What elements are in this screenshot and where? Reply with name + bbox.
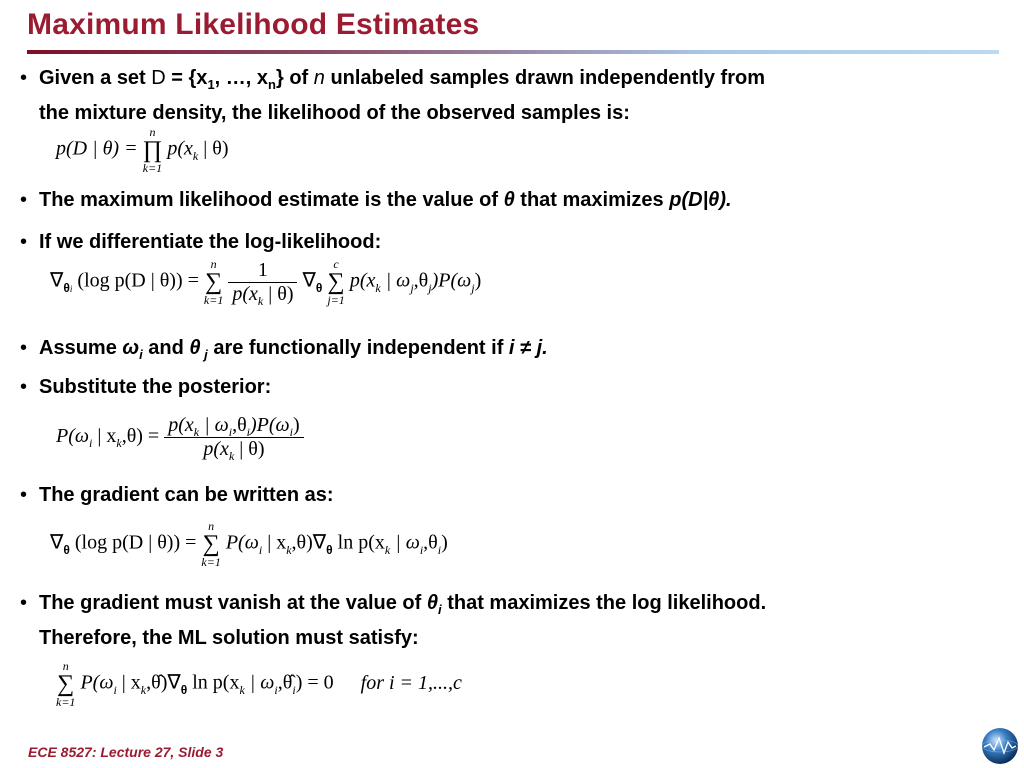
slide-footer: ECE 8527: Lecture 27, Slide 3 xyxy=(28,744,224,760)
equation-posterior: $P(\omega_i$ | $x_k,\theta$) = $\frac{p(x_k | \omega_i,\theta_i)P(\omega_i)}{p(x_k | \theta)}$ xyxy=(56,414,304,461)
bullet-marker: • xyxy=(20,484,28,506)
bullet-marker: • xyxy=(20,337,28,359)
equation-likelihood: p(D | θ) = n ∏ k=1 $p(x_k$ | θ) xyxy=(56,125,229,175)
globe-icon xyxy=(980,726,1020,766)
page-title: Maximum Likelihood Estimates xyxy=(27,8,480,41)
bullet-marker: • xyxy=(20,231,28,253)
bullet-marker: • xyxy=(20,592,28,614)
bullet-marker: • xyxy=(20,67,28,89)
equation-gradient: $\nabla_\theta$ (log p(D | θ)) = n ∑ k=1 $P(\omega_i$ | $x_k,\theta)\nabla_\theta$ $\ln p(x_k$ | $\omega_i,\theta_i$) xyxy=(50,519,448,569)
equation-ml-solution: n ∑ k=1 $P(\omega_i$ | $x_k,\thetâ)\nabla_\theta$ $\ln p(x_k$ | $\omega_i,\thetâ_i) = 0$ for i = 1,...,c xyxy=(56,659,462,709)
title-divider xyxy=(27,50,999,54)
bullet-marker: • xyxy=(20,376,28,398)
equation-log-likelihood-gradient: $\nabla_{\theta i}$ (log p(D | θ)) = n ∑ k=1 $\frac{1}{p(x_k | \theta)}$ $\nabla_\theta$ c ∑ j=1 $p(x_k$ | $\omega_j,\theta_j)P(\omega_j)$ xyxy=(50,257,482,308)
bullet-marker: • xyxy=(20,189,28,211)
